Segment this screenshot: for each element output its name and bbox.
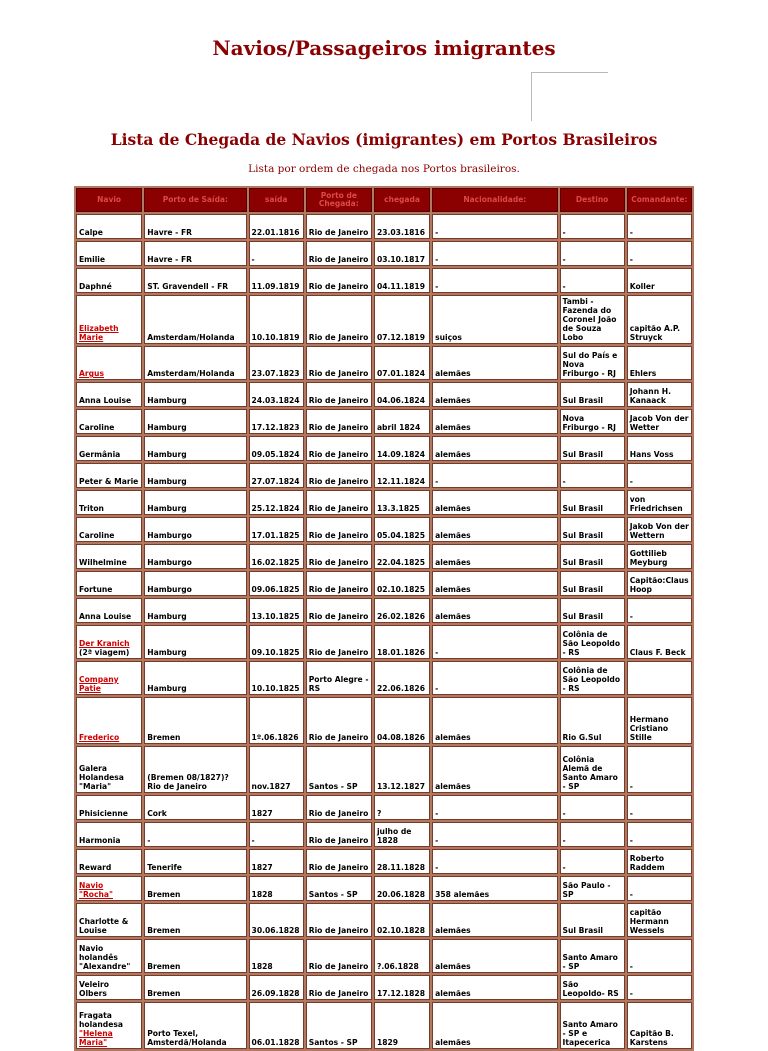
- cell-chegada: 07.12.1819: [374, 295, 430, 344]
- cell-destino: Sul Brasil: [560, 436, 625, 461]
- page-title: Navios/Passageiros imigrantes: [212, 36, 556, 60]
- cell-chegada: 1829: [374, 1002, 430, 1049]
- cell-navio[interactable]: [76, 697, 142, 744]
- table-row: [76, 795, 692, 820]
- cell-comandante: -: [627, 876, 692, 901]
- cell-nacionalidade: -: [432, 661, 557, 695]
- cell-saida: 1º.06.1826: [249, 697, 304, 744]
- cell-chegada: 04.11.1819: [374, 268, 430, 293]
- cell-navio: [76, 409, 142, 434]
- cell-destino: -: [560, 241, 625, 266]
- ship-link[interactable]: Argus: [79, 369, 104, 378]
- cell-nacionalidade: -: [432, 849, 557, 874]
- cell-comandante: -: [627, 214, 692, 239]
- cell-saida: 1827: [249, 795, 304, 820]
- cell-navio: [76, 598, 142, 623]
- cell-nacionalidade: -: [432, 268, 557, 293]
- cell-porto-saida: Havre - FR: [144, 214, 246, 239]
- cell-porto-saida: Hamburg: [144, 382, 246, 407]
- cell-saida: 06.01.1828: [249, 1002, 304, 1049]
- cell-saida: 09.10.1825: [249, 625, 304, 659]
- cell-porto-saida: Havre - FR: [144, 241, 246, 266]
- ship-name: Caroline: [79, 423, 115, 432]
- cell-porto-saida: Hamburg: [144, 490, 246, 515]
- table-row: [76, 544, 692, 569]
- cell-destino: -: [560, 268, 625, 293]
- cell-chegada: abril 1824: [374, 409, 430, 434]
- cell-chegada: julho de 1828: [374, 822, 430, 847]
- cell-destino: Sul do País e Nova Friburgo - RJ: [560, 346, 625, 380]
- cell-comandante: Koller: [627, 268, 692, 293]
- cell-porto-chegada: Rio de Janeiro: [306, 463, 372, 488]
- cell-nacionalidade: alemães: [432, 975, 557, 1000]
- cell-saida: 22.01.1816: [249, 214, 304, 239]
- cell-navio: [76, 746, 142, 793]
- table-row: [76, 746, 692, 793]
- cell-chegada: 02.10.1825: [374, 571, 430, 596]
- cell-navio: [76, 795, 142, 820]
- cell-porto-saida: Bremen: [144, 903, 246, 937]
- ship-name: Charlotte & Louise: [79, 917, 129, 935]
- cell-comandante: -: [627, 746, 692, 793]
- cell-chegada: 04.08.1826: [374, 697, 430, 744]
- cell-chegada: 14.09.1824: [374, 436, 430, 461]
- ship-link[interactable]: Frederico: [79, 733, 120, 742]
- cell-chegada: 04.06.1824: [374, 382, 430, 407]
- cell-saida: 26.09.1828: [249, 975, 304, 1000]
- table-row: [76, 490, 692, 515]
- cell-navio[interactable]: [76, 1002, 142, 1049]
- cell-porto-saida: Hamburg: [144, 409, 246, 434]
- cell-saida: 1827: [249, 849, 304, 874]
- cell-comandante: Capitão B. Karstens: [627, 1002, 692, 1049]
- section-title: Lista de Chegada de Navios (imigrantes) em Portos Brasileiros: [110, 130, 658, 149]
- cell-navio: [76, 214, 142, 239]
- cell-nacionalidade: alemães: [432, 1002, 557, 1049]
- cell-destino: São Leopoldo- RS: [560, 975, 625, 1000]
- cell-saida: 1828: [249, 876, 304, 901]
- table-row: [76, 409, 692, 434]
- table-row: [76, 382, 692, 407]
- cell-porto-saida: Hamburgo: [144, 517, 246, 542]
- cell-chegada: ?.06.1828: [374, 939, 430, 973]
- cell-nacionalidade: -: [432, 795, 557, 820]
- cell-saida: 23.07.1823: [249, 346, 304, 380]
- cell-saida: 1828: [249, 939, 304, 973]
- cell-porto-chegada: Rio de Janeiro: [306, 849, 372, 874]
- cell-porto-saida: Hamburgo: [144, 571, 246, 596]
- cell-chegada: 03.10.1817: [374, 241, 430, 266]
- cell-navio: [76, 939, 142, 973]
- table-row: [76, 939, 692, 973]
- cell-chegada: 17.12.1828: [374, 975, 430, 1000]
- header-saida: saída: [249, 188, 304, 212]
- cell-porto-saida: Hamburgo: [144, 544, 246, 569]
- table-row: [76, 436, 692, 461]
- table-row: [76, 268, 692, 293]
- cell-comandante: Hermano Cristiano Stille: [627, 697, 692, 744]
- table-row: [76, 463, 692, 488]
- cell-destino: Santo Amaro - SP e Itapecerica: [560, 1002, 625, 1049]
- ship-name: Anna Louise: [79, 612, 132, 621]
- cell-nacionalidade: alemães: [432, 697, 557, 744]
- cell-nacionalidade: alemães: [432, 346, 557, 380]
- cell-nacionalidade: alemães: [432, 382, 557, 407]
- cell-destino: -: [560, 849, 625, 874]
- ship-name: Reward: [79, 863, 112, 872]
- cell-porto-saida: Bremen: [144, 697, 246, 744]
- table-row: [76, 1002, 692, 1049]
- cell-nacionalidade: -: [432, 241, 557, 266]
- cell-porto-chegada: Rio de Janeiro: [306, 295, 372, 344]
- cell-porto-saida: Hamburg: [144, 661, 246, 695]
- cell-chegada: 12.11.1824: [374, 463, 430, 488]
- cell-navio: [76, 849, 142, 874]
- cell-destino: -: [560, 822, 625, 847]
- cell-destino: Santo Amaro - SP: [560, 939, 625, 973]
- cell-nacionalidade: alemães: [432, 903, 557, 937]
- cell-navio: [76, 571, 142, 596]
- table-row: [76, 598, 692, 623]
- cell-navio[interactable]: [76, 661, 142, 695]
- ship-link[interactable]: Elizabeth Marie: [79, 324, 119, 342]
- cell-porto-chegada: Santos - SP: [306, 876, 372, 901]
- cell-saida: -: [249, 241, 304, 266]
- cell-porto-chegada: Rio de Janeiro: [306, 241, 372, 266]
- cell-chegada: 22.06.1826: [374, 661, 430, 695]
- cell-nacionalidade: -: [432, 463, 557, 488]
- cell-destino: Sul Brasil: [560, 544, 625, 569]
- table-row: [76, 903, 692, 937]
- cell-chegada: 28.11.1828: [374, 849, 430, 874]
- cell-destino: Colônia Alemã de Santo Amaro - SP: [560, 746, 625, 793]
- cell-nacionalidade: -: [432, 625, 557, 659]
- cell-porto-chegada: Rio de Janeiro: [306, 409, 372, 434]
- cell-comandante: Capitão:Claus Hoop: [627, 571, 692, 596]
- cell-nacionalidade: -: [432, 214, 557, 239]
- cell-chegada: 26.02.1826: [374, 598, 430, 623]
- cell-destino: Tambi - Fazenda do Coronel João de Souza Lobo: [560, 295, 625, 344]
- table-row: [76, 346, 692, 380]
- table-row: [76, 214, 692, 239]
- cell-porto-saida: (Bremen 08/1827)? Rio de Janeiro: [144, 746, 246, 793]
- ad-placeholder: [531, 72, 608, 121]
- cell-destino: Nova Friburgo - RJ: [560, 409, 625, 434]
- cell-porto-saida: Porto Texel, Amsterdã/Holanda: [144, 1002, 246, 1049]
- ship-name: Galera Holandesa "Maria": [79, 764, 124, 791]
- cell-navio: [76, 517, 142, 542]
- cell-navio: [76, 903, 142, 937]
- cell-destino: -: [560, 214, 625, 239]
- cell-saida: 16.02.1825: [249, 544, 304, 569]
- cell-nacionalidade: alemães: [432, 517, 557, 542]
- cell-chegada: ?: [374, 795, 430, 820]
- cell-destino: Colônia de São Leopoldo - RS: [560, 661, 625, 695]
- cell-porto-chegada: Rio de Janeiro: [306, 268, 372, 293]
- cell-destino: São Paulo - SP: [560, 876, 625, 901]
- ship-name: Fragata holandesa: [79, 1011, 123, 1029]
- cell-saida: 25.12.1824: [249, 490, 304, 515]
- cell-destino: Sul Brasil: [560, 598, 625, 623]
- cell-porto-chegada: Santos - SP: [306, 1002, 372, 1049]
- cell-porto-saida: Cork: [144, 795, 246, 820]
- cell-porto-chegada: Santos - SP: [306, 746, 372, 793]
- cell-nacionalidade: alemães: [432, 598, 557, 623]
- cell-porto-saida: Hamburg: [144, 463, 246, 488]
- ship-link[interactable]: Navio "Rocha": [79, 881, 114, 899]
- ship-link[interactable]: Der Kranich: [79, 639, 130, 648]
- cell-comandante: -: [627, 975, 692, 1000]
- cell-comandante: Roberto Raddem: [627, 849, 692, 874]
- cell-chegada: 23.03.1816: [374, 214, 430, 239]
- cell-saida: 09.05.1824: [249, 436, 304, 461]
- cell-porto-saida: Hamburg: [144, 625, 246, 659]
- header-porto-saida: Porto de Saída:: [144, 188, 246, 212]
- cell-comandante: Jacob Von der Wetter: [627, 409, 692, 434]
- header-porto-chegada: Porto de Chegada:: [306, 188, 372, 212]
- cell-destino: Sul Brasil: [560, 571, 625, 596]
- cell-nacionalidade: alemães: [432, 409, 557, 434]
- cell-navio[interactable]: [76, 625, 142, 659]
- cell-chegada: 07.01.1824: [374, 346, 430, 380]
- cell-comandante: capitão Hermann Wessels: [627, 903, 692, 937]
- table-row: [76, 661, 692, 695]
- header-chegada: chegada: [374, 188, 430, 212]
- cell-chegada: 20.06.1828: [374, 876, 430, 901]
- table-row: [76, 295, 692, 344]
- cell-comandante: -: [627, 822, 692, 847]
- cell-saida: 27.07.1824: [249, 463, 304, 488]
- cell-comandante: Claus F. Beck: [627, 625, 692, 659]
- cell-navio: [76, 822, 142, 847]
- list-note: Lista por ordem de chegada nos Portos brasileiros.: [248, 163, 520, 175]
- header-nacionalidade: Nacionalidade:: [432, 188, 557, 212]
- header-navio: Navio: [76, 188, 142, 212]
- table-row: [76, 975, 692, 1000]
- table-row: [76, 571, 692, 596]
- cell-saida: nov.1827: [249, 746, 304, 793]
- cell-comandante: von Friedrichsen: [627, 490, 692, 515]
- header-destino: Destino: [560, 188, 625, 212]
- cell-navio: [76, 268, 142, 293]
- cell-destino: Sul Brasil: [560, 903, 625, 937]
- ship-name: Anna Louise: [79, 396, 132, 405]
- cell-navio: [76, 544, 142, 569]
- table-row: [76, 517, 692, 542]
- ship-name: Caroline: [79, 531, 115, 540]
- cell-porto-saida: Hamburg: [144, 598, 246, 623]
- cell-destino: Sul Brasil: [560, 490, 625, 515]
- ship-name: Daphné: [79, 282, 112, 291]
- cell-porto-saida: Tenerife: [144, 849, 246, 874]
- cell-comandante: -: [627, 598, 692, 623]
- cell-porto-saida: -: [144, 822, 246, 847]
- cell-comandante: -: [627, 939, 692, 973]
- cell-saida: 30.06.1828: [249, 903, 304, 937]
- cell-navio[interactable]: [76, 876, 142, 901]
- cell-nacionalidade: alemães: [432, 939, 557, 973]
- cell-saida: 24.03.1824: [249, 382, 304, 407]
- cell-comandante: -: [627, 795, 692, 820]
- table-row: [76, 822, 692, 847]
- cell-navio: [76, 463, 142, 488]
- cell-porto-chegada: Rio de Janeiro: [306, 625, 372, 659]
- cell-porto-chegada: Rio de Janeiro: [306, 214, 372, 239]
- cell-porto-saida: Bremen: [144, 975, 246, 1000]
- cell-nacionalidade: alemães: [432, 571, 557, 596]
- cell-navio: [76, 241, 142, 266]
- cell-chegada: 13.12.1827: [374, 746, 430, 793]
- ships-table-body: [76, 214, 692, 1049]
- cell-comandante: Jakob Von der Wettern: [627, 517, 692, 542]
- cell-porto-saida: Hamburg: [144, 436, 246, 461]
- cell-destino: Sul Brasil: [560, 382, 625, 407]
- table-row: [76, 241, 692, 266]
- cell-comandante: Gottilieb Meyburg: [627, 544, 692, 569]
- cell-comandante: [627, 661, 692, 695]
- ship-name: Phisicienne: [79, 809, 128, 818]
- cell-destino: -: [560, 795, 625, 820]
- cell-saida: 17.12.1823: [249, 409, 304, 434]
- ship-name: Navio holandês "Alexandre": [79, 944, 131, 971]
- cell-porto-chegada: Rio de Janeiro: [306, 903, 372, 937]
- cell-porto-chegada: Rio de Janeiro: [306, 975, 372, 1000]
- ship-name: Wilhelmine: [79, 558, 127, 567]
- header-comandante: Comandante:: [627, 188, 692, 212]
- cell-porto-chegada: Rio de Janeiro: [306, 571, 372, 596]
- cell-comandante: capitão A.P. Struyck: [627, 295, 692, 344]
- cell-porto-chegada: Rio de Janeiro: [306, 436, 372, 461]
- cell-navio[interactable]: [76, 295, 142, 344]
- cell-porto-chegada: Rio de Janeiro: [306, 822, 372, 847]
- cell-porto-chegada: Rio de Janeiro: [306, 517, 372, 542]
- cell-nacionalidade: alemães: [432, 436, 557, 461]
- cell-porto-saida: Amsterdam/Holanda: [144, 346, 246, 380]
- cell-porto-chegada: Rio de Janeiro: [306, 382, 372, 407]
- cell-porto-saida: Bremen: [144, 939, 246, 973]
- cell-porto-chegada: Porto Alegre - RS: [306, 661, 372, 695]
- ship-link[interactable]: Company Patie: [79, 675, 119, 693]
- ship-name: Peter & Marie: [79, 477, 139, 486]
- cell-destino: -: [560, 463, 625, 488]
- cell-nacionalidade: -: [432, 822, 557, 847]
- ship-name: Emilie: [79, 255, 106, 264]
- cell-porto-chegada: Rio de Janeiro: [306, 697, 372, 744]
- cell-destino: Rio G.Sul: [560, 697, 625, 744]
- ship-name: Harmonia: [79, 836, 121, 845]
- cell-nacionalidade: alemães: [432, 544, 557, 569]
- cell-nacionalidade: suiços: [432, 295, 557, 344]
- cell-nacionalidade: alemães: [432, 490, 557, 515]
- cell-saida: 13.10.1825: [249, 598, 304, 623]
- table-row: [76, 876, 692, 901]
- cell-chegada: 05.04.1825: [374, 517, 430, 542]
- cell-destino: Colônia de São Leopoldo - RS: [560, 625, 625, 659]
- cell-porto-chegada: Rio de Janeiro: [306, 490, 372, 515]
- cell-porto-saida: ST. Gravendell - FR: [144, 268, 246, 293]
- cell-comandante: Ehlers: [627, 346, 692, 380]
- cell-navio: [76, 975, 142, 1000]
- cell-nacionalidade: 358 alemães: [432, 876, 557, 901]
- cell-saida: 09.06.1825: [249, 571, 304, 596]
- cell-porto-chegada: Rio de Janeiro: [306, 544, 372, 569]
- table-header-row: [76, 188, 692, 212]
- cell-saida: -: [249, 822, 304, 847]
- cell-chegada: 13.3.1825: [374, 490, 430, 515]
- cell-porto-chegada: Rio de Janeiro: [306, 795, 372, 820]
- cell-porto-chegada: Rio de Janeiro: [306, 939, 372, 973]
- cell-comandante: -: [627, 463, 692, 488]
- cell-navio[interactable]: [76, 346, 142, 380]
- ships-table: [74, 186, 694, 1051]
- table-row: [76, 849, 692, 874]
- cell-chegada: 02.10.1828: [374, 903, 430, 937]
- cell-comandante: -: [627, 241, 692, 266]
- table-row: [76, 625, 692, 659]
- cell-saida: 10.10.1825: [249, 661, 304, 695]
- cell-navio: [76, 382, 142, 407]
- cell-comandante: Johann H. Kanaack: [627, 382, 692, 407]
- cell-porto-chegada: Rio de Janeiro: [306, 598, 372, 623]
- cell-saida: 17.01.1825: [249, 517, 304, 542]
- cell-porto-saida: Amsterdam/Holanda: [144, 295, 246, 344]
- ship-name: Veleiro Olbers: [79, 980, 109, 998]
- ship-name: Fortune: [79, 585, 113, 594]
- cell-chegada: 22.04.1825: [374, 544, 430, 569]
- cell-destino: Sul Brasil: [560, 517, 625, 542]
- cell-saida: 10.10.1819: [249, 295, 304, 344]
- ship-note: (2ª viagem): [79, 648, 130, 657]
- ship-link[interactable]: "Helena Maria": [79, 1029, 113, 1047]
- ship-name: Triton: [79, 504, 104, 513]
- cell-saida: 11.09.1819: [249, 268, 304, 293]
- cell-chegada: 18.01.1826: [374, 625, 430, 659]
- cell-nacionalidade: alemães: [432, 746, 557, 793]
- ship-name: Calpe: [79, 228, 103, 237]
- table-row: [76, 697, 692, 744]
- cell-navio: [76, 436, 142, 461]
- cell-comandante: Hans Voss: [627, 436, 692, 461]
- cell-navio: [76, 490, 142, 515]
- cell-porto-saida: Bremen: [144, 876, 246, 901]
- ship-name: Germânia: [79, 450, 121, 459]
- cell-porto-chegada: Rio de Janeiro: [306, 346, 372, 380]
